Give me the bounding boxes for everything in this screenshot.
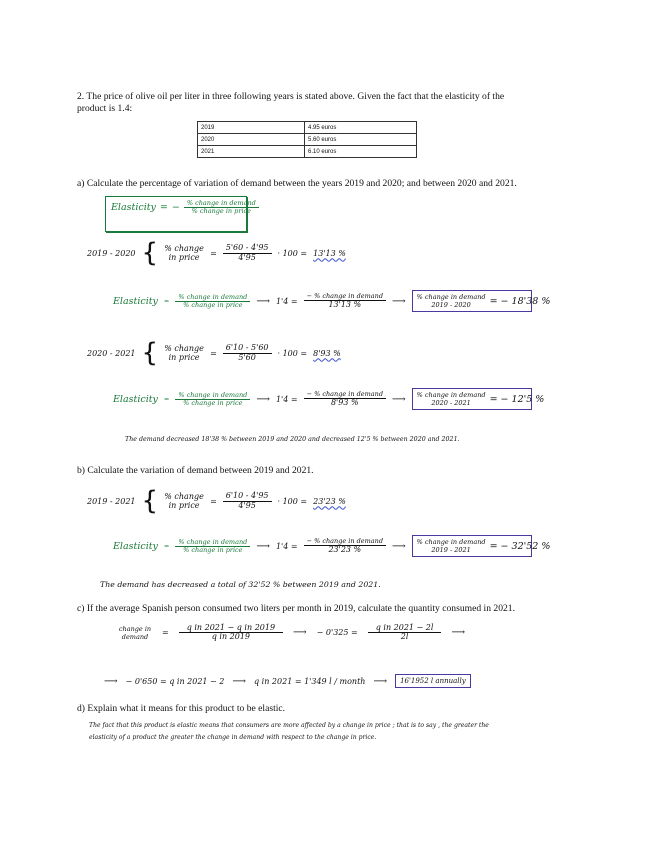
equals-sign: =	[210, 248, 217, 258]
arrow-icon: ⟶	[104, 675, 118, 687]
elasticity-formula-box	[105, 196, 256, 232]
equals-sign: =	[210, 348, 217, 358]
fraction-denominator: % change in price	[183, 398, 243, 407]
table-cell-year: 2021	[198, 146, 305, 158]
part-d-question: d) Explain what it means for this product to be elastic.	[77, 703, 286, 714]
calc-fraction	[223, 344, 272, 362]
fraction-numerator: % change in demand	[184, 200, 259, 208]
fraction-denominator: 5'60	[238, 352, 256, 362]
answer-line-2: elasticity of a product the greater the change in demand with respect to the change in price.	[89, 734, 377, 741]
arrow-icon: ⟶	[373, 675, 388, 687]
fraction-denominator: 2l	[400, 632, 409, 642]
fraction-denominator: 13'13 %	[328, 299, 362, 309]
elasticity-value: 1'4 =	[275, 394, 298, 404]
part-b-conclusion: The demand has decreased a total of 32'52 % between 2019 and 2021.	[100, 580, 381, 589]
elasticity-eq-2019-2021	[113, 535, 551, 557]
change-value: − 0'325 =	[316, 628, 358, 638]
elasticity-label: Elasticity	[113, 540, 158, 552]
arrow-icon: ⟶	[392, 540, 406, 552]
result-value: 13'13 %	[313, 248, 346, 258]
period-label: 2019 - 2021	[87, 496, 136, 506]
part-c-equation-1	[118, 624, 465, 642]
fraction-denominator: % change in price	[183, 545, 243, 554]
term-label: % change in price	[164, 244, 204, 262]
fraction-denominator: % change in price	[183, 300, 243, 309]
box-label	[417, 391, 486, 407]
fraction-numerator: q in 2021 − 2l	[368, 624, 442, 633]
elasticity-value: 1'4 =	[275, 541, 298, 551]
calc-fraction	[223, 244, 272, 262]
equals-sign: =	[163, 297, 170, 305]
fraction-denominator: 8'93 %	[330, 397, 359, 407]
brace-icon: {	[141, 338, 159, 368]
fraction-numerator: % change in demand	[175, 392, 250, 400]
arrow-icon: ⟶	[293, 627, 307, 639]
result-value: 23'23 %	[313, 496, 346, 506]
fraction-numerator: − % change in demand	[304, 391, 386, 399]
multiply-label: · 100 =	[277, 348, 308, 358]
box-term: % change in demand	[416, 391, 486, 399]
brace-icon: {	[141, 486, 159, 516]
fraction-denominator: 4'95	[238, 252, 256, 262]
arrow-icon: ⟶	[256, 295, 270, 307]
table-cell-price: 5.60 euros	[305, 134, 417, 146]
brace-icon: {	[141, 238, 159, 268]
result-box	[412, 388, 545, 410]
table-cell-price: 6.10 euros	[305, 146, 417, 158]
formula-fraction	[175, 539, 250, 554]
rhs-fraction	[304, 391, 386, 407]
formula-fraction	[184, 200, 259, 215]
table-cell-year: 2020	[198, 134, 305, 146]
price-change-2019-2021	[87, 488, 346, 514]
equals-sign: =	[159, 201, 168, 213]
arrow-icon: ⟶	[256, 393, 270, 405]
period-label: 2020 - 2021	[87, 348, 136, 358]
equation-step: q in 2021 = 1'349 l / month	[254, 676, 366, 686]
intro-line-2: product is 1.4:	[77, 103, 133, 114]
rhs-fraction	[304, 538, 386, 554]
minus-sign: −	[171, 201, 180, 213]
elasticity-eq-2019-2020	[113, 290, 551, 312]
elasticity-label: Elasticity	[113, 393, 158, 405]
arrow-icon: ⟶	[232, 675, 246, 687]
table-cell-year: 2019	[198, 122, 305, 134]
answer-box: 16'1952 l annually	[395, 674, 471, 688]
equation-step: − 0'650 = q in 2021 − 2	[125, 676, 225, 686]
box-period: 2020 - 2021	[431, 399, 471, 407]
fraction-numerator: % change in demand	[175, 294, 250, 302]
calc-fraction	[368, 624, 442, 642]
formula-fraction	[175, 294, 250, 309]
fraction-numerator: 6'10 - 5'60	[223, 344, 272, 353]
arrow-icon: ⟶	[451, 627, 466, 639]
equals-sign: =	[163, 542, 170, 550]
box-result: = − 32'52 %	[489, 540, 551, 552]
price-change-2019-2020	[87, 240, 346, 266]
box-result: = − 12'5 %	[489, 393, 545, 405]
fraction-denominator: q in 2019	[211, 632, 251, 642]
fraction-denominator: 4'95	[238, 500, 256, 510]
arrow-icon: ⟶	[392, 393, 406, 405]
fraction-numerator: 5'60 - 4'95	[223, 244, 272, 253]
price-table	[197, 121, 417, 158]
part-b-question: b) Calculate the variation of demand between 2019 and 2021.	[77, 465, 314, 476]
table-row	[198, 122, 417, 134]
answer-line-1: The fact that this product is elastic means that consumers are more affected by a change in price ; that is to say , the greater the	[89, 722, 489, 729]
box-period: 2019 - 2021	[431, 546, 471, 554]
box-term: % change in demand	[416, 293, 486, 301]
elasticity-label: Elasticity	[113, 295, 158, 307]
table-row	[198, 146, 417, 158]
table-row	[198, 134, 417, 146]
part-d-answer	[89, 720, 489, 744]
table-cell-price: 4.95 euros	[305, 122, 417, 134]
calc-fraction	[179, 624, 283, 642]
fraction-numerator: 6'10 - 4'95	[223, 492, 272, 501]
calc-fraction	[223, 492, 272, 510]
equals-sign: =	[210, 496, 217, 506]
part-c-equation-2	[104, 674, 471, 688]
rhs-fraction	[304, 293, 386, 309]
elasticity-label: Elasticity	[111, 201, 156, 213]
change-in-demand-label: change in demand	[118, 624, 152, 641]
box-label	[417, 293, 486, 309]
multiply-label: · 100 =	[277, 248, 308, 258]
fraction-numerator: − % change in demand	[304, 293, 386, 301]
fraction-numerator: − % change in demand	[304, 538, 386, 546]
period-label: 2019 - 2020	[87, 248, 136, 258]
result-box	[412, 535, 551, 557]
arrow-icon: ⟶	[256, 540, 270, 552]
fraction-denominator: 23'23 %	[328, 544, 362, 554]
box-period: 2019 - 2020	[431, 301, 471, 309]
fraction-numerator: % change in demand	[175, 539, 250, 547]
equals-sign: =	[162, 628, 169, 638]
part-c-question: c) If the average Spanish person consumed two liters per month in 2019, calculate the quantity consumed in 2021.	[77, 603, 516, 614]
arrow-icon: ⟶	[392, 295, 406, 307]
elasticity-value: 1'4 =	[275, 296, 298, 306]
term-label: % change in price	[164, 492, 204, 510]
question-intro	[77, 91, 587, 115]
result-value: 8'93 %	[313, 348, 341, 358]
box-label	[417, 538, 486, 554]
elasticity-eq-2020-2021	[113, 388, 545, 410]
fraction-denominator: % change in price	[191, 206, 252, 215]
multiply-label: · 100 =	[277, 496, 308, 506]
part-a-conclusion: The demand decreased 18'38 % between 2019 and 2020 and decreased 12'5 % between 2020 and 2021.	[125, 436, 460, 443]
price-change-2020-2021	[87, 340, 341, 366]
box-result: = − 18'38 %	[489, 295, 551, 307]
term-label: % change in price	[164, 344, 204, 362]
intro-line-1: 2. The price of olive oil per liter in three following years is stated above. Given the fact that the elasticity of the	[77, 91, 505, 102]
equals-sign: =	[163, 395, 170, 403]
part-a-question: a) Calculate the percentage of variation of demand between the years 2019 and 2020; and between 2020 and 2021.	[77, 178, 517, 189]
fraction-numerator: q in 2021 − q in 2019	[179, 624, 283, 633]
box-term: % change in demand	[416, 538, 486, 546]
formula-fraction	[175, 392, 250, 407]
result-box	[412, 290, 551, 312]
